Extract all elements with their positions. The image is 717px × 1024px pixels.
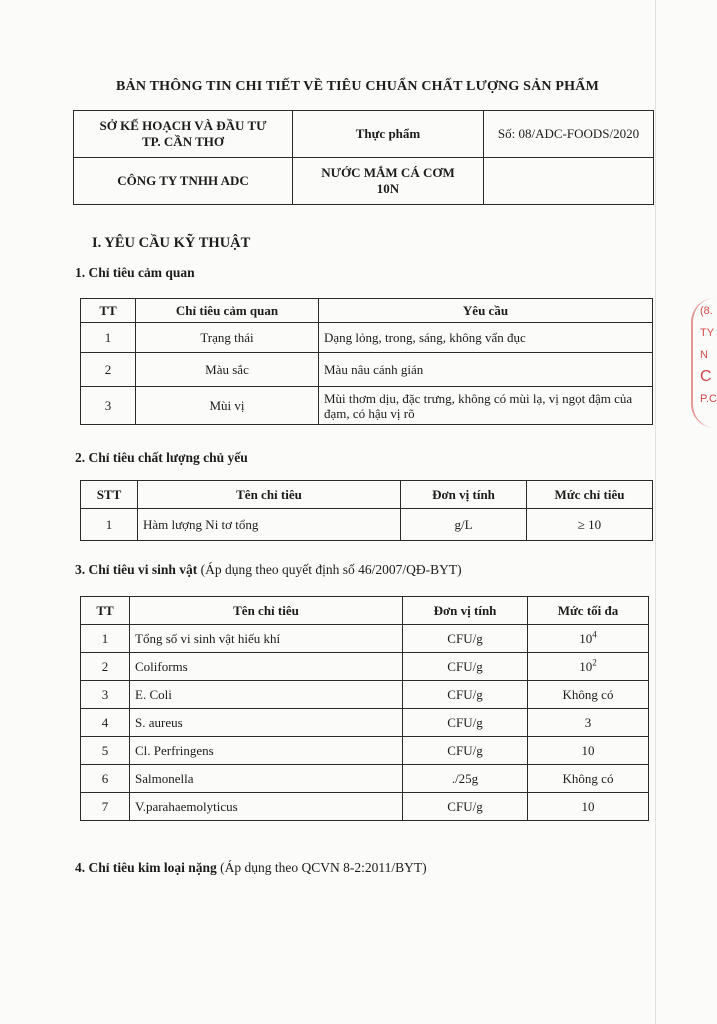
cell-name: Cl. Perfringens bbox=[130, 737, 403, 765]
category: Thực phẩm bbox=[355, 126, 421, 141]
th-level: Mức chỉ tiêu bbox=[527, 481, 653, 509]
cell-name: S. aureus bbox=[130, 709, 403, 737]
category-cell bbox=[293, 111, 484, 158]
table-row bbox=[81, 353, 653, 387]
th-sensory: Chỉ tiêu cảm quan bbox=[136, 299, 319, 323]
org-name: SỞ KẾ HOẠCH VÀ ĐẦU TƯ TP. CẦN THƠ bbox=[99, 118, 267, 149]
empty-cell bbox=[484, 158, 654, 205]
th-tt: TT bbox=[81, 299, 136, 323]
s2-heading: 2. Chỉ tiêu chất lượng chủ yếu bbox=[75, 450, 248, 465]
th-max: Mức tối đa bbox=[528, 597, 649, 625]
cell-max bbox=[528, 709, 649, 737]
table-row bbox=[81, 387, 653, 425]
s3-heading-note: (Áp dụng theo quyết định số 46/2007/QĐ-BYT) bbox=[197, 562, 462, 577]
cell-max-value: Không có bbox=[562, 770, 614, 786]
cell-name: E. Coli bbox=[130, 681, 403, 709]
table-row bbox=[81, 509, 653, 541]
cell-index: 2 bbox=[81, 653, 130, 681]
stamp-line: TY bbox=[700, 327, 715, 339]
cell-max bbox=[528, 737, 649, 765]
s1-heading: 1. Chỉ tiêu cảm quan bbox=[75, 265, 195, 280]
th-unit: Đơn vị tính bbox=[403, 597, 528, 625]
cell-unit: CFU/g bbox=[403, 709, 528, 737]
cell-name: Tổng số vi sinh vật hiếu khí bbox=[130, 625, 403, 653]
cell-requirement: Mùi thơm dịu, đặc trưng, không có mùi lạ, vị ngọt đậm của đạm, có hậu vị rõ bbox=[319, 387, 653, 425]
cell-unit: CFU/g bbox=[403, 793, 528, 821]
cell-max-value: 10 bbox=[579, 630, 593, 646]
cell-max-value: 10 bbox=[581, 798, 595, 814]
cell-name: Hàm lượng Ni tơ tổng bbox=[138, 509, 401, 541]
microbiology-table bbox=[80, 596, 649, 821]
th-name: Tên chỉ tiêu bbox=[130, 597, 403, 625]
cell-max-value: 10 bbox=[579, 658, 593, 674]
sensory-table bbox=[80, 298, 653, 425]
org-cell bbox=[74, 111, 293, 158]
cell-max bbox=[528, 653, 649, 681]
cell-requirement: Màu nâu cánh gián bbox=[319, 353, 653, 387]
table-row bbox=[81, 653, 649, 681]
cell-unit: g/L bbox=[401, 509, 527, 541]
cell-index: 1 bbox=[81, 323, 136, 353]
stamp-line: N bbox=[700, 349, 708, 361]
page-title: BẢN THÔNG TIN CHI TIẾT VỀ TIÊU CHUẨN CHẤT LƯỢNG SẢN PHẨM bbox=[115, 79, 600, 94]
cell-criterion: Màu sắc bbox=[136, 353, 319, 387]
cell-index: 4 bbox=[81, 709, 130, 737]
cell-index: 6 bbox=[81, 765, 130, 793]
doc-number: Số: 08/ADC-FOODS/2020 bbox=[497, 126, 640, 141]
table-row bbox=[81, 709, 649, 737]
table-row bbox=[81, 765, 649, 793]
cell-index: 1 bbox=[81, 625, 130, 653]
company-name: CÔNG TY TNHH ADC bbox=[117, 173, 249, 188]
cell-max-value: 10 bbox=[581, 742, 595, 758]
th-name: Tên chỉ tiêu bbox=[138, 481, 401, 509]
s4-heading: 4. Chỉ tiêu kim loại nặng bbox=[75, 860, 217, 875]
cell-unit: CFU/g bbox=[403, 737, 528, 765]
cell-level: ≥ 10 bbox=[527, 509, 653, 541]
stamp-line: P.C bbox=[700, 393, 717, 405]
cell-max bbox=[528, 625, 649, 653]
header-table bbox=[73, 110, 654, 205]
quality-table bbox=[80, 480, 653, 541]
cell-criterion: Mùi vị bbox=[136, 387, 319, 425]
cell-requirement: Dạng lỏng, trong, sáng, không vẩn đục bbox=[319, 323, 653, 353]
cell-unit: CFU/g bbox=[403, 625, 528, 653]
page-edge-line bbox=[655, 0, 656, 1024]
th-tt: TT bbox=[81, 597, 130, 625]
cell-max-value: Không có bbox=[562, 686, 614, 702]
doc-number-cell bbox=[484, 111, 654, 158]
cell-max-exponent: 2 bbox=[592, 657, 597, 668]
cell-max-exponent: 4 bbox=[592, 629, 597, 640]
company-cell bbox=[74, 158, 293, 205]
cell-index: 2 bbox=[81, 353, 136, 387]
cell-index: 5 bbox=[81, 737, 130, 765]
stamp-line: (8. bbox=[700, 305, 713, 317]
section-heading: I. YÊU CẦU KỸ THUẬT bbox=[92, 235, 251, 251]
cell-criterion: Trạng thái bbox=[136, 323, 319, 353]
cell-index: 3 bbox=[81, 387, 136, 425]
table-row bbox=[81, 737, 649, 765]
cell-unit: CFU/g bbox=[403, 681, 528, 709]
cell-max-value: 3 bbox=[584, 714, 592, 730]
table-row bbox=[81, 681, 649, 709]
cell-unit: ./25g bbox=[403, 765, 528, 793]
cell-name: V.parahaemolyticus bbox=[130, 793, 403, 821]
cell-index: 1 bbox=[81, 509, 138, 541]
cell-unit: CFU/g bbox=[403, 653, 528, 681]
cell-name: Coliforms bbox=[130, 653, 403, 681]
stamp-line: C bbox=[700, 368, 712, 385]
cell-index: 3 bbox=[81, 681, 130, 709]
cell-max bbox=[528, 793, 649, 821]
th-requirement: Yêu cầu bbox=[319, 299, 653, 323]
th-stt: STT bbox=[81, 481, 138, 509]
s4-heading-note: (Áp dụng theo QCVN 8-2:2011/BYT) bbox=[216, 860, 427, 875]
table-row bbox=[81, 793, 649, 821]
table-row bbox=[81, 323, 653, 353]
cell-max bbox=[528, 681, 649, 709]
product-name: NƯỚC MẮM CÁ CƠM 10N bbox=[321, 165, 455, 196]
table-row bbox=[81, 625, 649, 653]
cell-name: Salmonella bbox=[130, 765, 403, 793]
stamp-text bbox=[700, 300, 717, 410]
s3-heading: 3. Chỉ tiêu vi sinh vật bbox=[75, 562, 198, 577]
th-unit: Đơn vị tính bbox=[401, 481, 527, 509]
cell-index: 7 bbox=[81, 793, 130, 821]
cell-max bbox=[528, 765, 649, 793]
product-cell bbox=[293, 158, 484, 205]
